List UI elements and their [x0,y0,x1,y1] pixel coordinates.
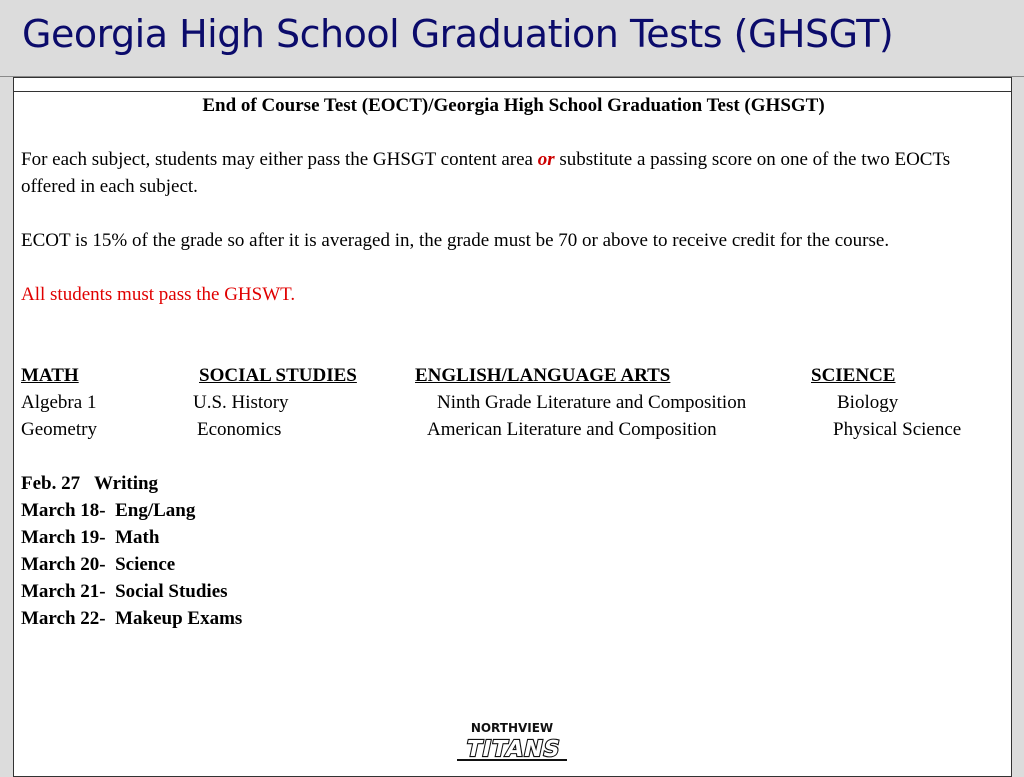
column-item: Algebra 1 [21,392,97,413]
schedule-item: March 20- Science [21,554,176,575]
paragraph-ecot-grade: ECOT is 15% of the grade so after it is averaged in, the grade must be 70 or above to receive credit for the course. [21,230,890,251]
schedule-item: March 22- Makeup Exams [21,608,243,629]
paragraph-eoct-option [21,146,1006,200]
logo-line-northview: NORTHVIEW [470,721,554,735]
schedule-item: March 19- Math [21,527,160,548]
column-item: Physical Science [833,419,962,440]
column-heading-science: SCIENCE [811,365,896,386]
northview-titans-logo [447,718,577,773]
logo-line-titans: TITANS [463,736,564,762]
column-item: Economics [197,419,282,440]
column-item: Biology [837,392,899,413]
column-english-language-arts [415,362,746,443]
column-heading-english-language-arts: ENGLISH/LANGUAGE ARTS [415,365,671,386]
column-heading-math: MATH [21,365,79,386]
column-item: American Literature and Composition [427,419,717,440]
paragraph-eoct-option-text-a: For each subject, students may either pass the GHSGT content area [21,149,538,170]
schedule-item: Feb. 27 Writing [21,473,159,494]
test-schedule [21,470,1006,632]
subject-columns [21,362,1006,443]
or-emphasis: or [537,149,555,170]
content-panel [13,77,1012,777]
column-item: Geometry [21,419,97,440]
paragraph-eoct-option-text-b: substitute a passing score on one of the two EOCTs offered in each subject. [21,149,951,197]
column-math [21,362,97,443]
column-science [811,362,961,443]
slide-title: Georgia High School Graduation Tests (GHSGT) [22,12,894,56]
paragraph-ghswt-notice: All students must pass the GHSWT. [21,284,296,305]
schedule-item: March 21- Social Studies [21,581,228,602]
column-heading-social-studies: SOCIAL STUDIES [199,365,357,386]
column-item: Ninth Grade Literature and Composition [437,392,747,413]
column-social-studies [193,362,357,443]
content-heading: End of Course Test (EOCT)/Georgia High School Graduation Test (GHSGT) [202,95,825,116]
column-item: U.S. History [193,392,289,413]
schedule-item: March 18- Eng/Lang [21,500,196,521]
content-body [21,92,1006,632]
